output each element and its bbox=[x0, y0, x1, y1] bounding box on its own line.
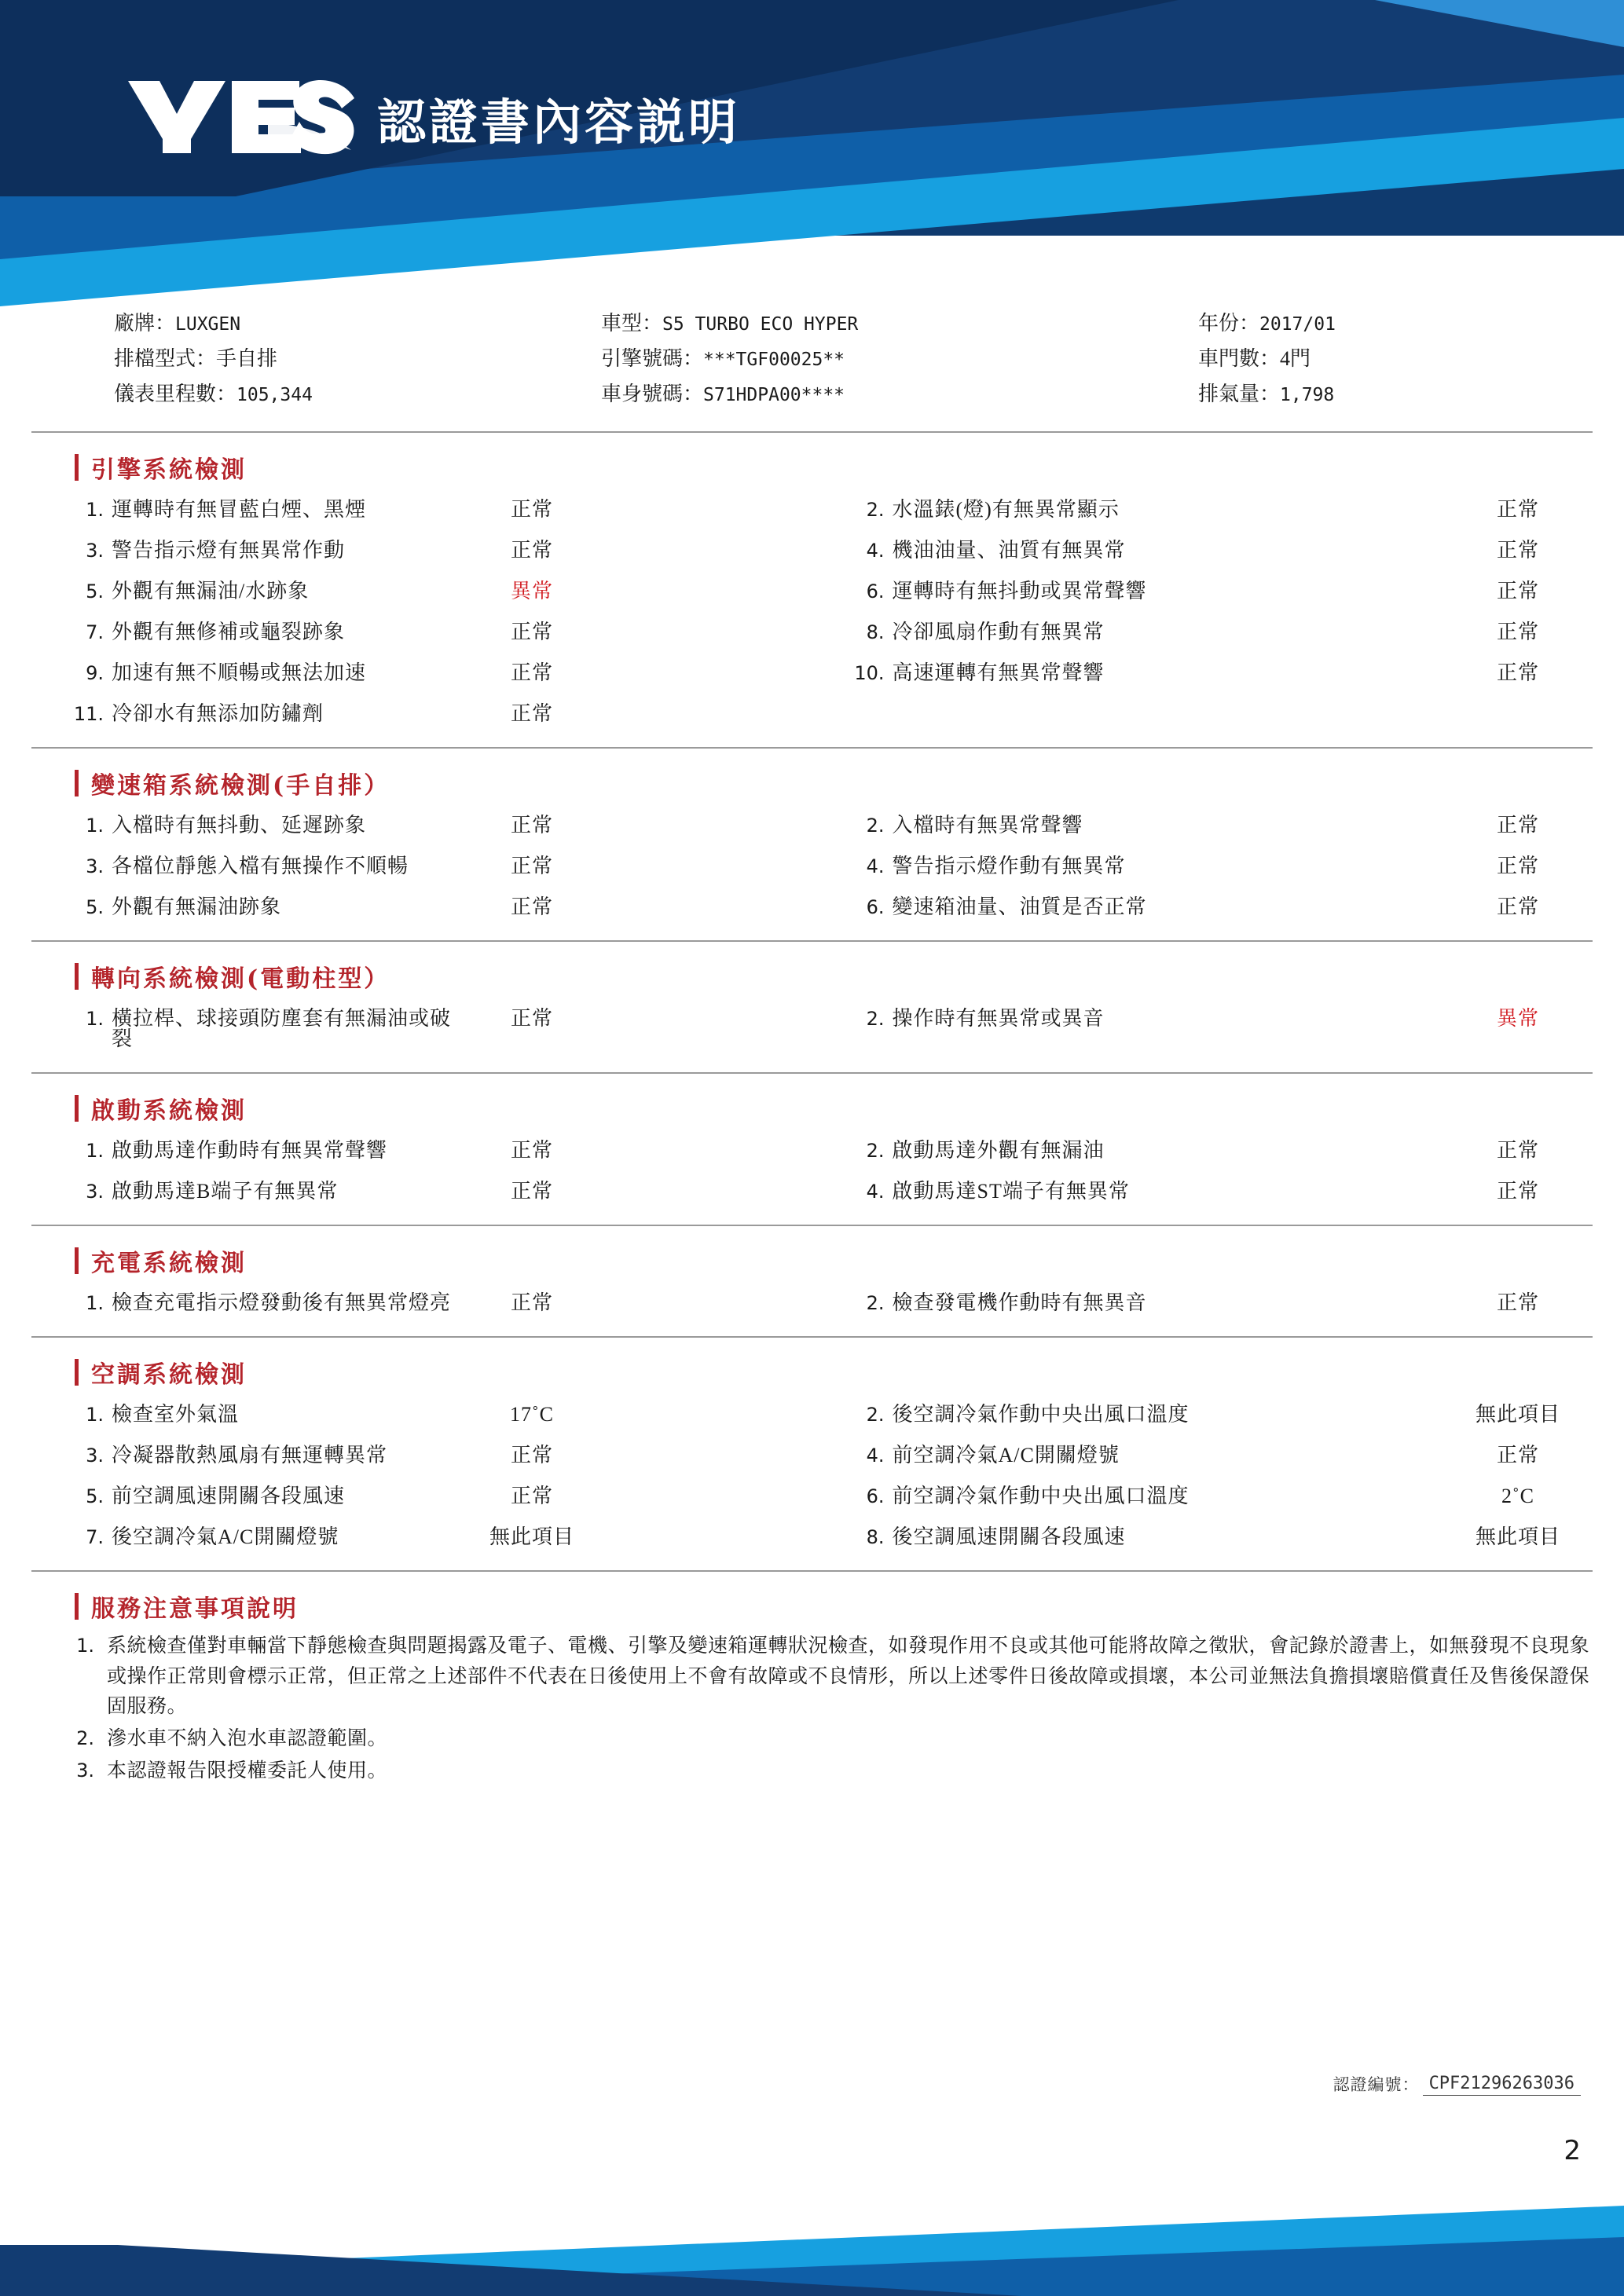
section-starter-heading bbox=[75, 1091, 1593, 1126]
inspection-row bbox=[31, 998, 1593, 1060]
page-footer bbox=[0, 2186, 1624, 2296]
section-transmission-title: 變速箱系統檢測(手自排） bbox=[91, 771, 390, 800]
inspection-item bbox=[812, 1006, 1593, 1030]
item-result: 正常 bbox=[1496, 854, 1539, 877]
item-number: 3. bbox=[86, 1180, 104, 1203]
section-marker-icon bbox=[75, 770, 79, 796]
item-label: 冷卻水有無添加防鏽劑 bbox=[112, 701, 324, 725]
item-number: 10. bbox=[854, 661, 885, 684]
item-number: 4. bbox=[866, 539, 885, 562]
document-body bbox=[0, 279, 1624, 1789]
inspection-item bbox=[812, 1445, 1593, 1466]
item-number: 9. bbox=[86, 661, 104, 684]
vehicle-model-label: 車型： bbox=[601, 312, 663, 335]
section-marker-icon bbox=[75, 1593, 79, 1620]
item-label: 前空調風速開關各段風速 bbox=[112, 1484, 346, 1507]
vehicle-year-value: 2017/01 bbox=[1259, 314, 1336, 335]
vehicle-displacement bbox=[1198, 377, 1575, 412]
inspection-item bbox=[812, 815, 1593, 836]
service-note bbox=[31, 1756, 1593, 1787]
item-result: 正常 bbox=[510, 813, 553, 837]
section-engine bbox=[31, 450, 1593, 749]
item-label: 機油油量、油質有無異常 bbox=[892, 538, 1126, 562]
vehicle-model bbox=[601, 306, 1198, 342]
inspection-item bbox=[31, 815, 812, 836]
item-label: 橫拉桿、球接頭防塵套有無漏油或破裂 bbox=[112, 1006, 452, 1050]
item-label: 啟動馬達外觀有無漏油 bbox=[892, 1138, 1105, 1162]
inspection-row bbox=[31, 694, 1593, 734]
section-divider bbox=[31, 940, 1593, 942]
note-number: 1. bbox=[76, 1634, 94, 1657]
vehicle-mileage-label: 儀表里程數： bbox=[114, 382, 237, 405]
vehicle-info-column-2 bbox=[601, 306, 1198, 412]
item-number: 2. bbox=[866, 1007, 885, 1030]
inspection-row bbox=[31, 653, 1593, 694]
item-number: 1. bbox=[86, 498, 104, 521]
section-steering-title: 轉向系統檢測(電動柱型） bbox=[91, 965, 390, 993]
inspection-item bbox=[812, 1486, 1593, 1507]
inspection-item bbox=[812, 897, 1593, 917]
service-note bbox=[31, 1631, 1593, 1723]
section-air-conditioning bbox=[31, 1355, 1593, 1572]
item-label: 啟動馬達ST端子有無異常 bbox=[892, 1179, 1130, 1203]
item-number: 1. bbox=[86, 1291, 104, 1314]
item-label: 運轉時有無抖動或異常聲響 bbox=[892, 579, 1147, 602]
item-result: 正常 bbox=[1496, 1179, 1539, 1203]
item-label: 檢查室外氣溫 bbox=[112, 1402, 240, 1426]
vehicle-doors-label: 車門數： bbox=[1198, 346, 1281, 370]
section-engine-heading bbox=[75, 450, 1593, 485]
vehicle-brand bbox=[114, 306, 601, 342]
section-divider bbox=[31, 747, 1593, 749]
inspection-item bbox=[812, 1404, 1593, 1425]
inspection-item bbox=[812, 856, 1593, 877]
item-result: 正常 bbox=[1496, 579, 1539, 602]
item-label: 冷凝器散熱風扇有無運轉異常 bbox=[112, 1443, 388, 1467]
item-result: 正常 bbox=[1496, 1443, 1539, 1467]
inspection-row bbox=[31, 1394, 1593, 1435]
section-steering bbox=[31, 959, 1593, 1074]
section-starter-rows bbox=[31, 1130, 1593, 1212]
inspection-item bbox=[31, 856, 812, 877]
item-result: 正常 bbox=[1496, 497, 1539, 521]
page-title: 認證書內容説明 bbox=[377, 93, 741, 151]
section-air-conditioning-title: 空調系統檢測 bbox=[91, 1360, 247, 1389]
certificate-number-value: CPF21296263036 bbox=[1423, 2074, 1581, 2096]
section-marker-icon bbox=[75, 1095, 79, 1122]
vehicle-engine-number-label: 引擎號碼： bbox=[601, 346, 704, 370]
section-service-notes bbox=[31, 1589, 1593, 1787]
item-label: 水溫錶(燈)有無異常顯示 bbox=[892, 497, 1120, 521]
item-label: 外觀有無漏油跡象 bbox=[112, 895, 282, 918]
item-result: 正常 bbox=[510, 661, 553, 684]
inspection-item bbox=[31, 540, 812, 561]
inspection-row bbox=[31, 1476, 1593, 1517]
item-label: 後空調冷氣作動中央出風口溫度 bbox=[892, 1402, 1190, 1426]
item-label: 外觀有無漏油/水跡象 bbox=[112, 579, 310, 602]
section-service-notes-title: 服務注意事項說明 bbox=[91, 1595, 299, 1623]
vehicle-mileage-value: 105,344 bbox=[236, 384, 313, 405]
inspection-row bbox=[31, 530, 1593, 571]
item-label: 變速箱油量、油質是否正常 bbox=[892, 895, 1147, 918]
item-result: 無此項目 bbox=[1475, 1402, 1560, 1426]
item-label: 啟動馬達作動時有無異常聲響 bbox=[112, 1138, 388, 1162]
inspection-row bbox=[31, 1435, 1593, 1476]
item-result: 正常 bbox=[1496, 1138, 1539, 1162]
item-number: 7. bbox=[86, 621, 104, 643]
inspection-row bbox=[31, 1130, 1593, 1171]
item-label: 警告指示燈作動有無異常 bbox=[892, 854, 1126, 877]
item-result: 無此項目 bbox=[1475, 1525, 1560, 1548]
item-label: 冷卻風扇作動有無異常 bbox=[892, 620, 1105, 643]
item-label: 各檔位靜態入檔有無操作不順暢 bbox=[112, 854, 409, 877]
inspection-item bbox=[31, 1181, 812, 1202]
item-number: 5. bbox=[86, 580, 104, 602]
page-number: 2 bbox=[1564, 2135, 1581, 2166]
inspection-row bbox=[31, 1171, 1593, 1212]
item-number: 4. bbox=[866, 1180, 885, 1203]
inspection-item bbox=[31, 663, 812, 683]
inspection-row bbox=[31, 887, 1593, 928]
vehicle-doors bbox=[1198, 342, 1575, 377]
section-marker-icon bbox=[75, 963, 79, 990]
item-result: 正常 bbox=[1496, 895, 1539, 918]
inspection-row bbox=[31, 571, 1593, 612]
item-result: 無此項目 bbox=[489, 1525, 574, 1548]
inspection-item bbox=[812, 581, 1593, 602]
note-text: 本認證報告限授權委託人使用。 bbox=[107, 1760, 388, 1782]
section-divider bbox=[31, 1570, 1593, 1572]
item-result: 正常 bbox=[1496, 1291, 1539, 1314]
inspection-row bbox=[31, 805, 1593, 846]
item-number: 5. bbox=[86, 1485, 104, 1507]
vehicle-vin-value: S71HDPA00**** bbox=[703, 384, 845, 405]
section-starter-title: 啟動系統檢測 bbox=[91, 1097, 247, 1125]
section-transmission-heading bbox=[75, 766, 1593, 800]
note-text: 系統檢查僅對車輛當下靜態檢查與問題揭露及電子、電機、引擎及變速箱運轉狀況檢查，如發現作用不良或其他可能將故障之徵狀，會記錄於證書上，如無發現不良現象或操作正常則會標示正常，但正常之上述部件不代表在日後使用上不會有故障或不良情形，所以上述零件日後故障或損壞，本公司並無法負擔損壞賠償責任及售後保證保固服務。 bbox=[107, 1635, 1590, 1718]
section-steering-rows bbox=[31, 998, 1593, 1060]
inspection-item bbox=[31, 1445, 812, 1466]
item-number: 2. bbox=[866, 1403, 885, 1426]
item-number: 1. bbox=[86, 814, 104, 837]
section-starter bbox=[31, 1091, 1593, 1226]
item-result: 正常 bbox=[510, 1006, 553, 1030]
item-result: 正常 bbox=[510, 1291, 553, 1314]
item-number: 2. bbox=[866, 498, 885, 521]
section-divider bbox=[31, 1072, 1593, 1074]
item-number: 2. bbox=[866, 814, 885, 837]
item-result: 正常 bbox=[510, 538, 553, 562]
section-divider bbox=[31, 1225, 1593, 1226]
item-label: 警告指示燈有無異常作動 bbox=[112, 538, 346, 562]
item-label: 後空調冷氣A/C開關燈號 bbox=[112, 1525, 339, 1548]
item-number: 5. bbox=[86, 895, 104, 918]
item-number: 1. bbox=[86, 1007, 104, 1030]
vehicle-brand-label: 廠牌： bbox=[114, 312, 176, 335]
item-number: 4. bbox=[866, 855, 885, 877]
vehicle-engine-number bbox=[601, 342, 1198, 377]
vehicle-vin bbox=[601, 377, 1198, 412]
item-label: 檢查發電機作動時有無異音 bbox=[892, 1291, 1147, 1314]
section-steering-heading bbox=[75, 959, 1593, 994]
item-result: 正常 bbox=[510, 854, 553, 877]
section-charging-title: 充電系統檢測 bbox=[91, 1249, 247, 1277]
vehicle-info-column-1 bbox=[31, 306, 601, 412]
note-number: 3. bbox=[76, 1759, 94, 1782]
section-charging-rows bbox=[31, 1283, 1593, 1324]
item-result: 正常 bbox=[1496, 620, 1539, 643]
page-header bbox=[0, 0, 1624, 306]
inspection-item bbox=[31, 1527, 812, 1547]
item-result: 正常 bbox=[510, 1138, 553, 1162]
section-marker-icon bbox=[75, 454, 79, 481]
inspection-row bbox=[31, 1517, 1593, 1558]
vehicle-info-column-3 bbox=[1198, 306, 1575, 412]
item-number: 8. bbox=[866, 1525, 885, 1548]
service-notes-list bbox=[31, 1631, 1593, 1787]
item-result: 正常 bbox=[510, 1443, 553, 1467]
inspection-row bbox=[31, 846, 1593, 887]
vehicle-year-label: 年份： bbox=[1198, 312, 1260, 335]
certificate-number bbox=[1333, 2072, 1581, 2096]
vehicle-displacement-value: 1,798 bbox=[1280, 384, 1335, 405]
item-result: 正常 bbox=[510, 1179, 553, 1203]
item-result: 正常 bbox=[1496, 538, 1539, 562]
item-label: 檢查充電指示燈發動後有無異常燈亮 bbox=[112, 1291, 452, 1314]
vehicle-transmission bbox=[114, 342, 601, 377]
section-marker-icon bbox=[75, 1247, 79, 1274]
section-divider bbox=[31, 1336, 1593, 1338]
item-label: 運轉時有無冒藍白煙、黑煙 bbox=[112, 497, 367, 521]
item-number: 8. bbox=[866, 621, 885, 643]
item-label: 高速運轉有無異常聲響 bbox=[892, 661, 1105, 684]
item-number: 3. bbox=[86, 1444, 104, 1467]
item-number: 6. bbox=[866, 1485, 885, 1507]
inspection-item bbox=[31, 497, 812, 521]
vehicle-mileage bbox=[114, 377, 601, 412]
inspection-item bbox=[31, 1404, 812, 1425]
inspection-item bbox=[31, 1138, 812, 1162]
item-number: 6. bbox=[866, 895, 885, 918]
item-result: 正常 bbox=[510, 620, 553, 643]
vehicle-vin-label: 車身號碼： bbox=[601, 382, 704, 405]
item-label: 啟動馬達B端子有無異常 bbox=[112, 1179, 339, 1203]
inspection-item bbox=[31, 622, 812, 643]
item-number: 4. bbox=[866, 1444, 885, 1467]
section-transmission bbox=[31, 766, 1593, 942]
item-number: 3. bbox=[86, 855, 104, 877]
item-result: 17˚C bbox=[510, 1402, 554, 1426]
item-result: 正常 bbox=[510, 701, 553, 725]
inspection-item bbox=[812, 663, 1593, 683]
item-label: 加速有無不順暢或無法加速 bbox=[112, 661, 367, 684]
note-number: 2. bbox=[76, 1727, 94, 1750]
item-number: 2. bbox=[866, 1291, 885, 1314]
item-result: 正常 bbox=[510, 895, 553, 918]
vehicle-displacement-label: 排氣量： bbox=[1198, 382, 1281, 405]
inspection-row bbox=[31, 1283, 1593, 1324]
item-number: 2. bbox=[866, 1139, 885, 1162]
vehicle-doors-value: 4門 bbox=[1280, 346, 1311, 370]
inspection-item bbox=[31, 1006, 812, 1050]
yes-logo-icon bbox=[122, 75, 357, 161]
section-transmission-rows bbox=[31, 805, 1593, 928]
vehicle-transmission-label: 排檔型式： bbox=[114, 346, 217, 370]
inspection-item bbox=[31, 701, 812, 725]
item-result: 正常 bbox=[1496, 661, 1539, 684]
service-note bbox=[31, 1724, 1593, 1755]
inspection-item bbox=[812, 622, 1593, 643]
item-label: 後空調風速開關各段風速 bbox=[892, 1525, 1126, 1548]
item-result: 2˚C bbox=[1501, 1484, 1534, 1507]
inspection-item bbox=[812, 497, 1593, 521]
inspection-item bbox=[31, 897, 812, 917]
vehicle-model-value: S5 TURBO ECO HYPER bbox=[662, 314, 859, 335]
item-number: 3. bbox=[86, 539, 104, 562]
inspection-row bbox=[31, 612, 1593, 653]
item-result: 異常 bbox=[510, 579, 553, 602]
item-result: 正常 bbox=[1496, 813, 1539, 837]
section-marker-icon bbox=[75, 1359, 79, 1386]
vehicle-year bbox=[1198, 306, 1575, 342]
item-result: 正常 bbox=[510, 1484, 553, 1507]
item-result: 異常 bbox=[1496, 1006, 1539, 1030]
section-air-conditioning-rows bbox=[31, 1394, 1593, 1558]
vehicle-brand-value: LUXGEN bbox=[175, 314, 241, 335]
inspection-item bbox=[812, 1527, 1593, 1547]
item-label: 外觀有無修補或龜裂跡象 bbox=[112, 620, 346, 643]
item-label: 入檔時有無異常聲響 bbox=[892, 813, 1083, 837]
inspection-item bbox=[812, 1293, 1593, 1313]
inspection-item bbox=[812, 540, 1593, 561]
item-number: 1. bbox=[86, 1403, 104, 1426]
vehicle-transmission-value: 手自排 bbox=[216, 346, 278, 370]
item-label: 前空調冷氣作動中央出風口溫度 bbox=[892, 1484, 1190, 1507]
section-service-notes-heading bbox=[75, 1589, 1593, 1624]
item-number: 1. bbox=[86, 1139, 104, 1162]
item-number: 6. bbox=[866, 580, 885, 602]
section-engine-title: 引擎系統檢測 bbox=[91, 456, 247, 484]
inspection-row bbox=[31, 489, 1593, 530]
inspection-item bbox=[31, 581, 812, 602]
inspection-item bbox=[31, 1486, 812, 1507]
vehicle-engine-number-value: ***TGF00025** bbox=[703, 349, 845, 370]
inspection-item bbox=[812, 1181, 1593, 1202]
inspection-item bbox=[812, 1138, 1593, 1162]
section-charging-heading bbox=[75, 1243, 1593, 1278]
item-number: 7. bbox=[86, 1525, 104, 1548]
certificate-number-label: 認證編號： bbox=[1333, 2075, 1420, 2094]
item-label: 前空調冷氣A/C開關燈號 bbox=[892, 1443, 1120, 1467]
note-text: 滲水車不納入泡水車認證範圍。 bbox=[107, 1728, 388, 1750]
section-engine-rows bbox=[31, 489, 1593, 734]
section-air-conditioning-heading bbox=[75, 1355, 1593, 1390]
section-charging bbox=[31, 1243, 1593, 1338]
vehicle-info bbox=[31, 279, 1593, 433]
inspection-item bbox=[31, 1293, 812, 1313]
item-number: 11. bbox=[73, 702, 104, 725]
item-result: 正常 bbox=[510, 497, 553, 521]
item-label: 入檔時有無抖動、延遲跡象 bbox=[112, 813, 367, 837]
item-label: 操作時有無異常或異音 bbox=[892, 1006, 1105, 1030]
